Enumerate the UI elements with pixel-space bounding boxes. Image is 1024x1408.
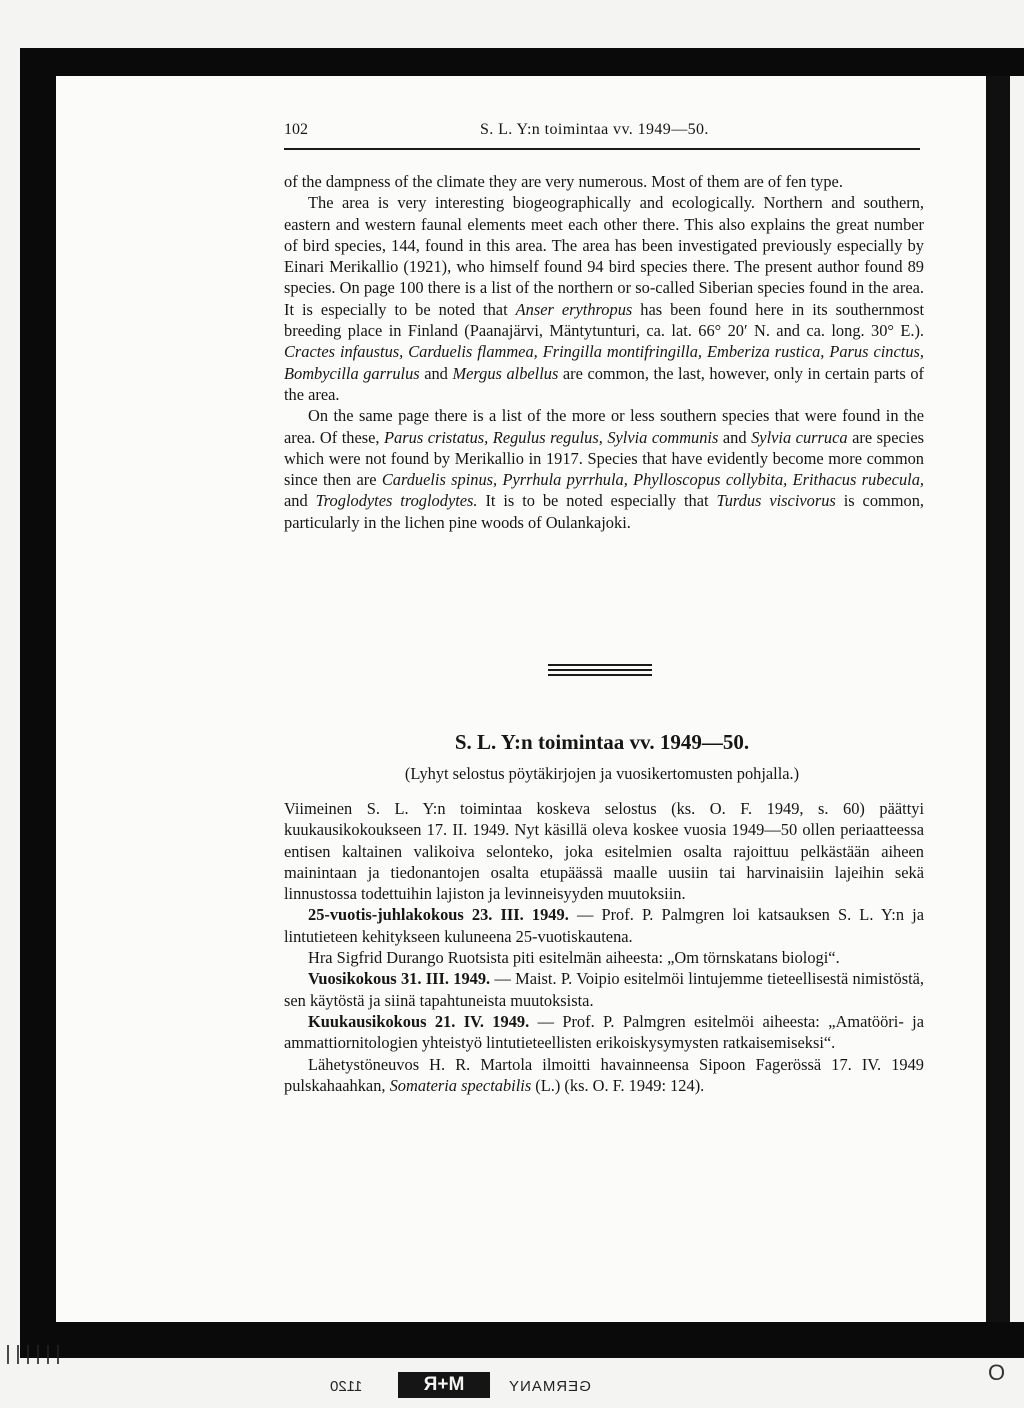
- rule-line: [548, 664, 652, 666]
- paragraph: [284, 798, 924, 904]
- page-header: [284, 118, 920, 150]
- footer-country: GERMANY: [508, 1378, 591, 1395]
- text: is common, particularly in the lichen pine woods of Oulankajoki.: [284, 491, 924, 532]
- species-name: Anser erythropus: [515, 299, 633, 319]
- scan-border-bottom: [20, 1322, 1024, 1358]
- text: and: [718, 427, 752, 447]
- text: — Prof. P. Palmgren esitelmöi aiheesta: „Amatööri- ja ammattiornitologien yhteistyö lintutieteellisten erikoiskysymysten ratkaisemiseksi“.: [284, 1011, 924, 1053]
- text: — Prof. P. Palmgren loi katsauksen S. L. Y:n ja lintutieteen kehitykseen kuluneena 25-vuotiskautena.: [284, 905, 925, 946]
- meeting-heading: Kuukausikokous 21. IV. 1949.: [308, 1011, 530, 1031]
- paragraph: [284, 1011, 924, 1054]
- species-name: Turdus viscivorus: [716, 491, 836, 511]
- text: of the dampness of the climate they are very numerous. Most of them are of fen type.: [284, 172, 843, 191]
- text: and: [284, 491, 316, 511]
- text: are common, the last, however, only in certain parts of the area.: [284, 363, 925, 404]
- text: Viimeinen S. L. Y:n toimintaa koskeva selostus (ks. O. F. 1949, s. 60) päättyi kuukausikokoukseen 17. II. 1949. Nyt käsillä oleva koskee vuosia 1949—50 ollen periaatteessa entisen kaltainen valikoiva selonteko, joka esitelmien osalta rajoittuu pelkästään aiheen mainintaan ja tiedonantojen osalta etupäässä maalle uusiin tai harvinaisiin lajeihin sekä linnustossa todettuihin lajiston ja levinneisyyden muutoksiin.: [284, 799, 924, 904]
- paragraph: [284, 1054, 924, 1097]
- paragraph: [284, 904, 924, 947]
- finnish-report: [284, 798, 924, 1096]
- section-subtitle: (Lyhyt selostus pöytäkirjojen ja vuosikertomusten pohjalla.): [404, 764, 800, 783]
- text: Lähetystöneuvos H. R. Martola ilmoitti havainneensa Sipoon Fagerössä 17. IV. 1949 pulskahaahkan,: [284, 1054, 924, 1095]
- meeting-heading: Vuosikokous 31. III. 1949.: [308, 969, 491, 989]
- page-number: 102: [284, 121, 308, 138]
- paragraph: [284, 171, 924, 192]
- section-title: S. L. Y:n toimintaa vv. 1949—50.: [454, 730, 750, 754]
- section-separator: [548, 664, 652, 679]
- species-name: Carduelis spinus, Pyrrhula pyrrhula, Phylloscopus collybita, Erithacus rubecula,: [381, 470, 924, 490]
- manufacturer-logo: M+R: [398, 1372, 490, 1398]
- corner-glyph: O: [988, 1360, 1006, 1385]
- species-name: Mergus albellus: [452, 363, 559, 383]
- paragraph: [284, 192, 924, 405]
- scan-border-top: [20, 48, 1024, 76]
- scan-border-right: [986, 76, 1010, 1356]
- text: (L.) (ks. O. F. 1949: 124).: [531, 1075, 705, 1095]
- scan-tick-strip: ||||||: [2, 1344, 63, 1367]
- text: Hra Sigfrid Durango Ruotsista piti esitelmän aiheesta: „Om törnskatans biologi“.: [308, 948, 840, 968]
- footer-code: 1120: [330, 1378, 363, 1395]
- text: and: [419, 363, 453, 383]
- paragraph: [284, 968, 924, 1011]
- paragraph: [284, 947, 924, 968]
- text: The area is very interesting biogeographically and ecologically. Northern and southern, eastern and western faunal elements meet each other there. This also explains the great number of bird species, 144, found in this area. The area has been investigated previously especially by Einari Merikallio (1921), who himself found 94 bird species there. The present author found 89 species. On page 100 there is a list of the northern or so-called Siberian species found in the area. It is especially to be noted that: [284, 193, 924, 319]
- species-name: Troglodytes troglodytes.: [315, 491, 478, 511]
- english-summary: [284, 171, 924, 533]
- meeting-heading: 25-vuotis-juhlakokous 23. III. 1949.: [308, 905, 569, 925]
- species-name: Parus cristatus, Regulus regulus, Sylvia communis: [384, 427, 719, 447]
- scan-border-left: [20, 48, 56, 1358]
- text: It is to be noted especially that: [477, 491, 717, 511]
- species-name: Somateria spectabilis: [389, 1075, 532, 1095]
- text: are species which were not found by Merikallio in 1917. Species that have evidently become more common since then are: [284, 427, 924, 490]
- species-name: Sylvia curruca: [751, 427, 848, 447]
- rule-line: [548, 669, 652, 671]
- text: — Maist. P. Voipio esitelmöi lintujemme tieteellisestä nimistöstä, sen käytöstä ja siinä tapahtuneista muutoksista.: [284, 969, 925, 1010]
- running-title: S. L. Y:n toimintaa vv. 1949—50.: [480, 121, 709, 138]
- species-name: Cractes infaustus, Carduelis flammea, Fringilla montifringilla, Emberiza rustica, Parus cinctus, Bombycilla garrulus: [284, 342, 924, 383]
- rule-line: [548, 674, 652, 676]
- text: has been found here in its southernmost breeding place in Finland (Paanajärvi, Mäntytunturi, ca. lat. 66° 20′ N. and ca. long. 30° E.).: [284, 299, 925, 341]
- text: On the same page there is a list of the more or less southern species that were found in the area. Of these,: [284, 406, 924, 447]
- paragraph: [284, 405, 924, 533]
